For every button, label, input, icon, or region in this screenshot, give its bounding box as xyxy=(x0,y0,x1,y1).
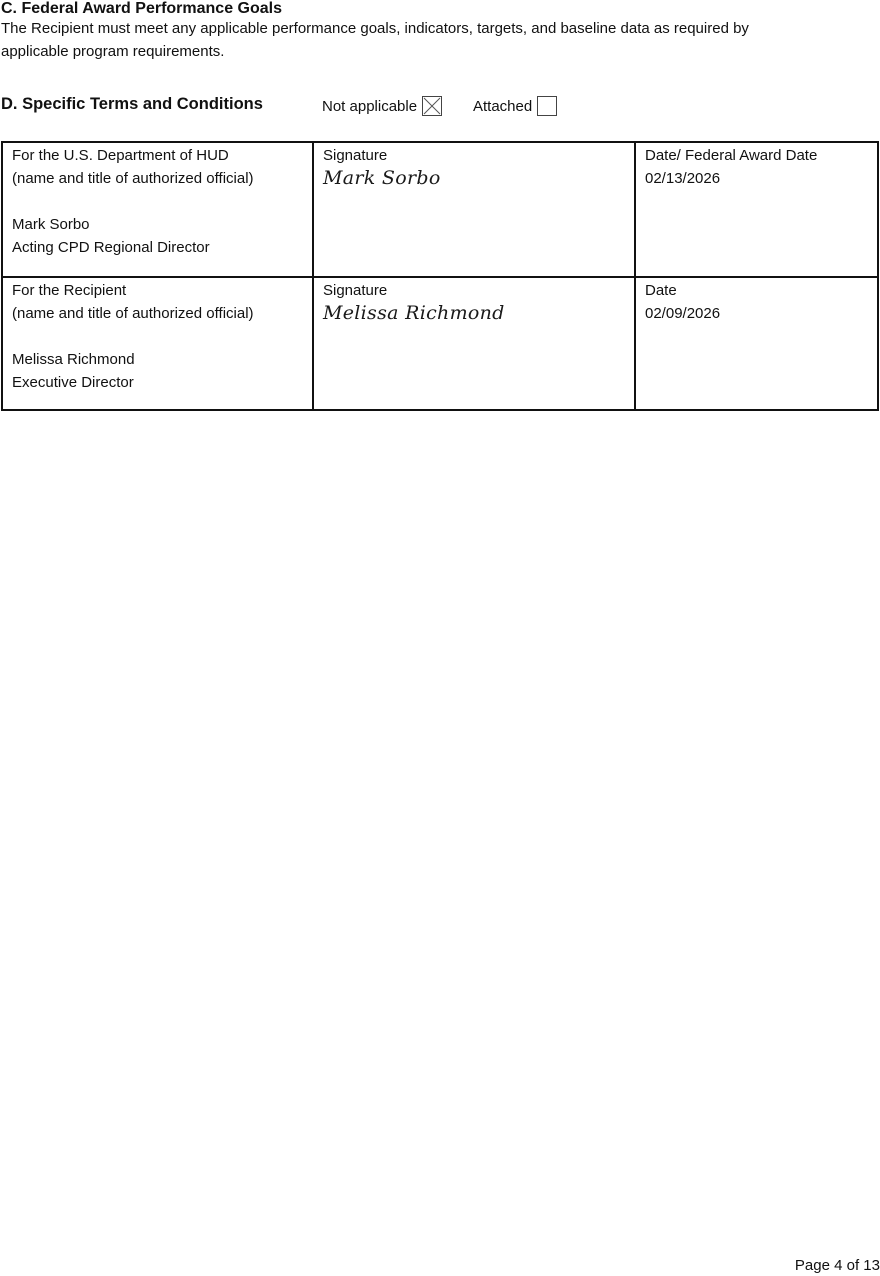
recipient-signature-label: Signature xyxy=(323,282,388,299)
hud-date-label: Date/ Federal Award Date xyxy=(645,147,818,164)
section-d xyxy=(1,94,871,118)
recipient-date-label: Date xyxy=(645,282,677,299)
recipient-signature-row xyxy=(3,278,877,409)
signature-table xyxy=(1,141,879,411)
recipient-official-cell xyxy=(3,278,314,409)
hud-date-cell xyxy=(636,143,877,276)
section-c xyxy=(1,0,871,63)
recipient-date-value: 02/09/2026 xyxy=(645,305,721,322)
recipient-date-cell xyxy=(636,278,877,409)
recipient-official-title: Executive Director xyxy=(12,374,134,391)
recipient-party-label: For the Recipient xyxy=(12,282,127,299)
hud-name-title-hint: (name and title of authorized official) xyxy=(12,170,254,187)
hud-party-label: For the U.S. Department of HUD xyxy=(12,147,229,164)
not-applicable-checkbox[interactable] xyxy=(422,96,442,116)
section-d-heading: D. Specific Terms and Conditions xyxy=(1,95,263,113)
not-applicable-option xyxy=(322,94,442,118)
section-c-text-line-1: The Recipient must meet any applicable performance goals, indicators, targets, and baseline data as required by xyxy=(1,20,749,37)
section-c-text xyxy=(1,17,871,63)
hud-signature-label: Signature xyxy=(323,147,388,164)
recipient-name-title-hint: (name and title of authorized official) xyxy=(12,305,254,322)
hud-signature-cell xyxy=(314,143,636,276)
hud-signature-row xyxy=(3,143,877,278)
hud-official-title: Acting CPD Regional Director xyxy=(12,239,210,256)
not-applicable-label: Not applicable xyxy=(322,97,418,115)
hud-official-name: Mark Sorbo xyxy=(12,216,90,233)
attached-option xyxy=(473,94,557,118)
recipient-signature-cell xyxy=(314,278,636,409)
page-number: Page 4 of 13 xyxy=(794,1257,880,1274)
recipient-signature: Melissa Richmond xyxy=(323,302,505,324)
section-c-text-line-2: applicable program requirements. xyxy=(1,43,225,60)
attached-checkbox[interactable] xyxy=(537,96,557,116)
attached-label: Attached xyxy=(473,97,533,115)
section-c-heading: C. Federal Award Performance Goals xyxy=(1,0,282,17)
hud-date-value: 02/13/2026 xyxy=(645,170,721,187)
checked-x-icon xyxy=(423,97,441,115)
hud-official-cell xyxy=(3,143,314,276)
hud-signature: Mark Sorbo xyxy=(323,167,441,189)
recipient-official-name: Melissa Richmond xyxy=(12,351,135,368)
